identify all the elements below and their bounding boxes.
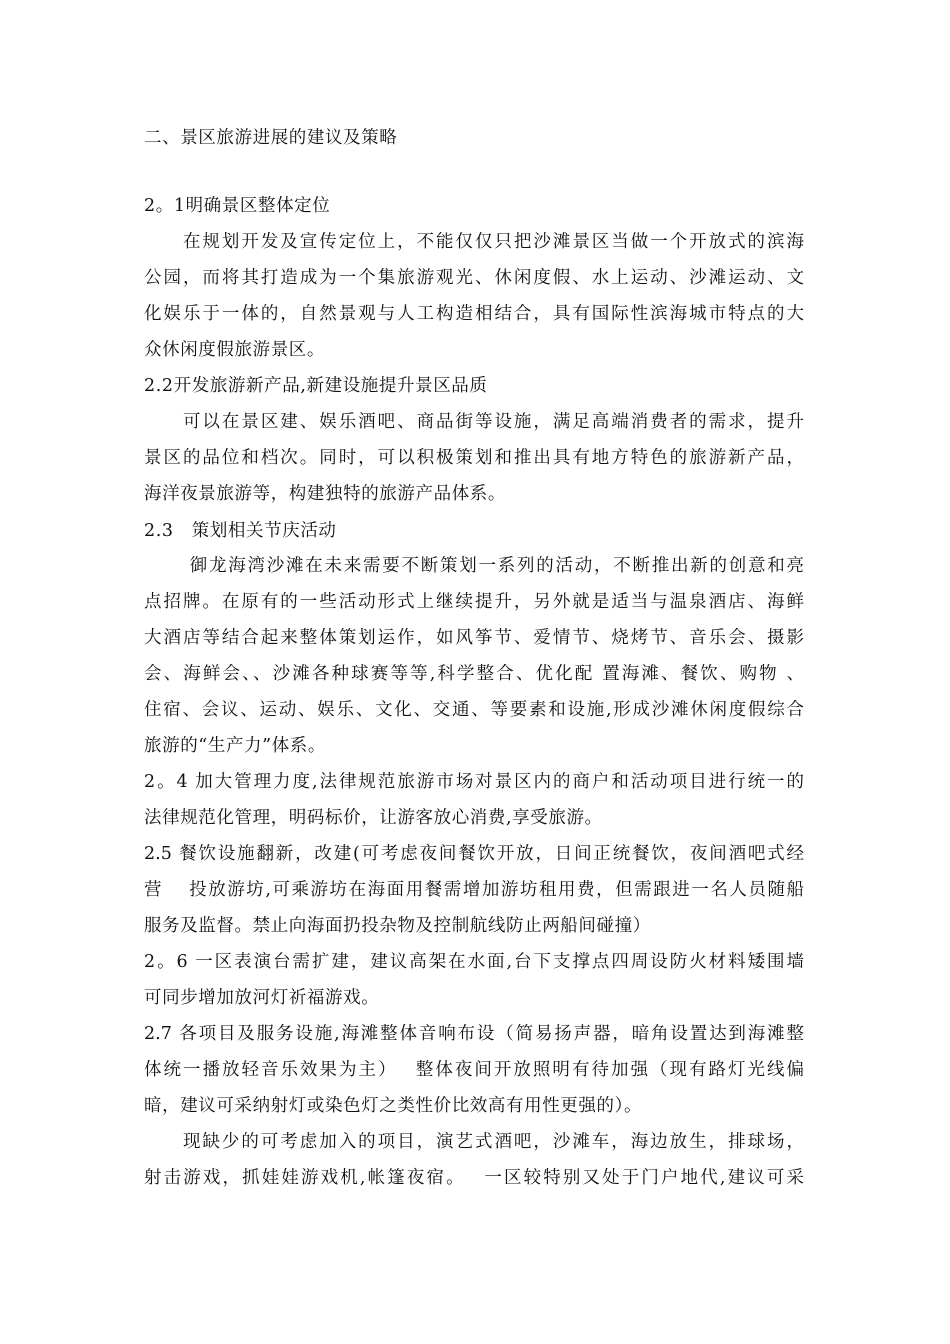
paragraph-line: 景区的品位和档次。同时，可以积极策划和推出具有地方特色的旅游新产品， — [144, 448, 804, 468]
subsection-heading-2-4: 2。4 加大管理力度,法律规范旅游市场对景区内的商户和活动项目进行统一的 — [144, 772, 804, 792]
subsection-heading-2-1: 2。1明确景区整体定位 — [144, 196, 331, 216]
subsection-heading-2-2: 2.2开发旅游新产品,新建设施提升景区品质 — [144, 376, 488, 396]
paragraph-line: 射击游戏，抓娃娃游戏机,帐篷夜宿。 一区较特别又处于门户地代,建议可采 — [144, 1168, 804, 1188]
subsection-heading-2-6: 2。6 一区表演台需扩建，建议高架在水面,台下支撑点四周设防火材料矮围墙 — [144, 952, 804, 972]
paragraph-line: 众休闲度假旅游景区。 — [144, 340, 325, 360]
paragraph-line: 营 投放游坊,可乘游坊在海面用餐需增加游坊租用费，但需跟进一名人员随船 — [144, 880, 804, 900]
paragraph-line: 体统一播放轻音乐效果为主） 整体夜间开放照明有待加强（现有路灯光线偏 — [144, 1060, 804, 1080]
paragraph-line: 暗，建议可采纳射灯或染色灯之类性价比效高有用性更强的）。 — [144, 1096, 643, 1116]
paragraph-line: 化娱乐于一体的，自然景观与人工构造相结合，具有国际性滨海城市特点的大 — [144, 304, 804, 324]
paragraph-line: 旅游的“生产力”体系。 — [144, 736, 326, 756]
subsection-heading-2-7: 2.7 各项目及服务设施,海滩整体音响布设（简易扬声器，暗角设置达到海滩整 — [144, 1024, 804, 1044]
paragraph-line: 御龙海湾沙滩在未来需要不断策划一系列的活动，不断推出新的创意和亮 — [144, 556, 804, 576]
paragraph-line: 现缺少的可考虑加入的项目，演艺式酒吧，沙滩车，海边放生，排球场， — [144, 1132, 804, 1152]
paragraph-line: 法律规范化管理，明码标价，让游客放心消费,享受旅游。 — [144, 808, 603, 828]
section-heading: 二、景区旅游进展的建议及策略 — [144, 128, 398, 148]
paragraph-line: 大酒店等结合起来整体策划运作，如风筝节、爱情节、烧烤节、音乐会、摄影 — [144, 628, 804, 648]
paragraph-line: 住宿、会议、运动、娱乐、文化、交通、等要素和设施,形成沙滩休闲度假综合 — [144, 700, 804, 720]
subsection-heading-2-5: 2.5 餐饮设施翻新，改建(可考虑夜间餐饮开放，日间正统餐饮，夜间酒吧式经 — [144, 844, 804, 864]
subsection-heading-2-3: 2.3 策划相关节庆活动 — [144, 521, 337, 541]
paragraph-line: 海洋夜景旅游等，构建独特的旅游产品体系。 — [144, 484, 506, 504]
paragraph-line: 可以在景区建、娱乐酒吧、商品街等设施，满足高端消费者的需求，提升 — [144, 412, 804, 432]
paragraph-line: 服务及监督。禁止向海面扔投杂物及控制航线防止两船间碰撞） — [144, 916, 651, 936]
paragraph-line: 会、海鲜会、、沙滩各种球赛等等,科学整合、优化配 置海滩、餐饮、购物 、 — [144, 664, 804, 684]
paragraph-line: 可同步增加放河灯祈福游戏。 — [144, 988, 380, 1008]
paragraph-line: 在规划开发及宣传定位上，不能仅仅只把沙滩景区当做一个开放式的滨海 — [144, 232, 804, 252]
paragraph-line: 公园，而将其打造成为一个集旅游观光、休闲度假、水上运动、沙滩运动、文 — [144, 268, 804, 288]
paragraph-line: 点招牌。在原有的一些活动形式上继续提升，另外就是适当与温泉酒店、海鲜 — [144, 592, 804, 612]
